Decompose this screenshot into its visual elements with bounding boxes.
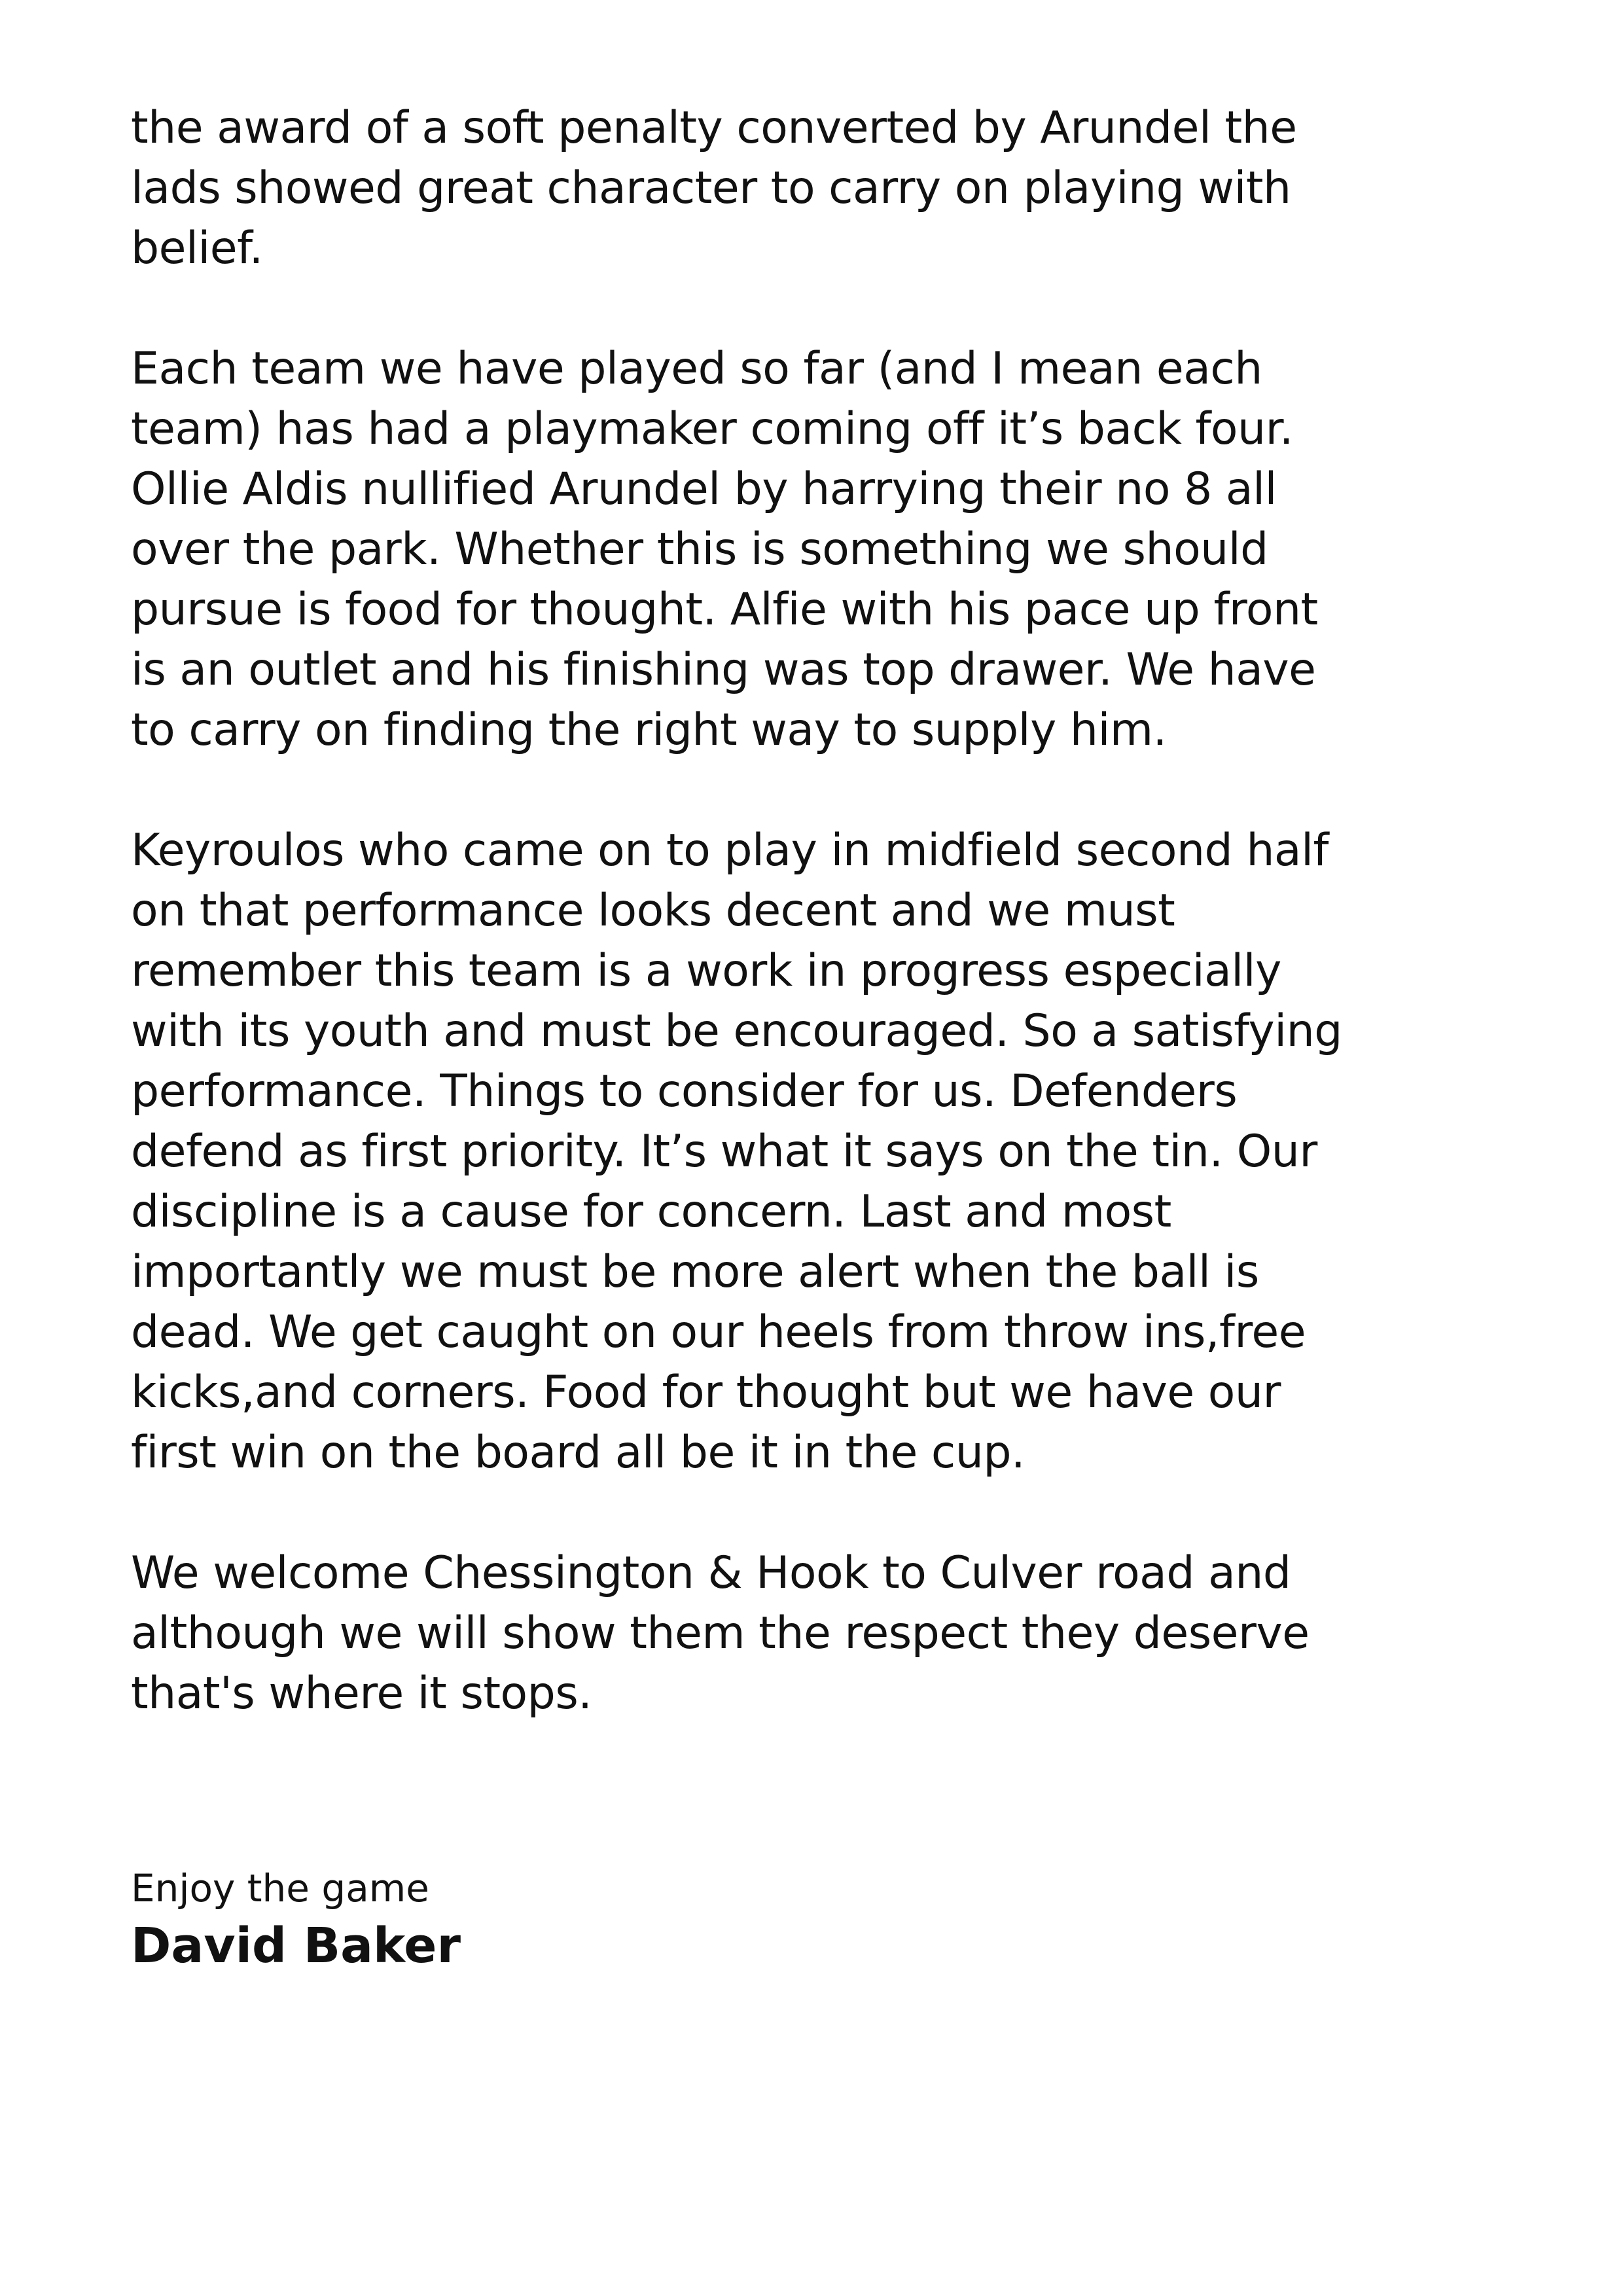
paragraph-line: first win on the board all be it in the cup. — [131, 1427, 1026, 1479]
paragraph-line: kicks,and corners. Food for thought but we have our — [131, 1367, 1281, 1418]
paragraph-line: dead. We get caught on our heels from throw ins,free — [131, 1306, 1306, 1358]
paragraph-line: over the park. Whether this is something we should — [131, 524, 1268, 575]
signoff — [131, 1862, 461, 1977]
paragraph-line: belief. — [131, 223, 263, 274]
paragraph-line: Keyroulos who came on to play in midfield second half — [131, 825, 1329, 876]
paragraph-line: performance. Things to consider for us. Defenders — [131, 1066, 1238, 1117]
article-body — [131, 98, 1492, 1724]
paragraph-line: lads showed great character to carry on playing with — [131, 162, 1291, 214]
paragraph-line: team) has had a playmaker coming off it’s back four. — [131, 403, 1293, 455]
paragraph-3 — [131, 821, 1492, 1483]
paragraph-line: to carry on finding the right way to supply him. — [131, 704, 1167, 756]
paragraph-line: although we will show them the respect they deserve — [131, 1607, 1310, 1659]
paragraph-1 — [131, 98, 1492, 279]
paragraph-line: pursue is food for thought. Alfie with his pace up front — [131, 584, 1318, 636]
paragraph-line: is an outlet and his finishing was top drawer. We have — [131, 644, 1316, 696]
author-name: David Baker — [131, 1918, 461, 1974]
paragraph-line: discipline is a cause for concern. Last and most — [131, 1186, 1171, 1238]
paragraph-spacer — [131, 1483, 1492, 1543]
closing-line: Enjoy the game — [131, 1866, 429, 1910]
paragraph-line: Ollie Aldis nullified Arundel by harrying their no 8 all — [131, 463, 1277, 515]
paragraph-line: importantly we must be more alert when the ball is — [131, 1246, 1259, 1298]
paragraph-line: that's where it stops. — [131, 1668, 592, 1719]
paragraph-line: on that performance looks decent and we must — [131, 885, 1175, 937]
paragraph-line: remember this team is a work in progress especially — [131, 945, 1281, 997]
paragraph-4 — [131, 1543, 1492, 1724]
paragraph-line: We welcome Chessington & Hook to Culver road and — [131, 1547, 1291, 1599]
paragraph-spacer — [131, 279, 1492, 339]
paragraph-line: Each team we have played so far (and I mean each — [131, 343, 1262, 395]
paragraph-line: the award of a soft penalty converted by Arundel the — [131, 102, 1297, 154]
paragraph-2 — [131, 339, 1492, 761]
paragraph-line: defend as first priority. It’s what it says on the tin. Our — [131, 1126, 1317, 1177]
paragraph-spacer — [131, 761, 1492, 821]
paragraph-line: with its youth and must be encouraged. So a satisfying — [131, 1005, 1342, 1057]
